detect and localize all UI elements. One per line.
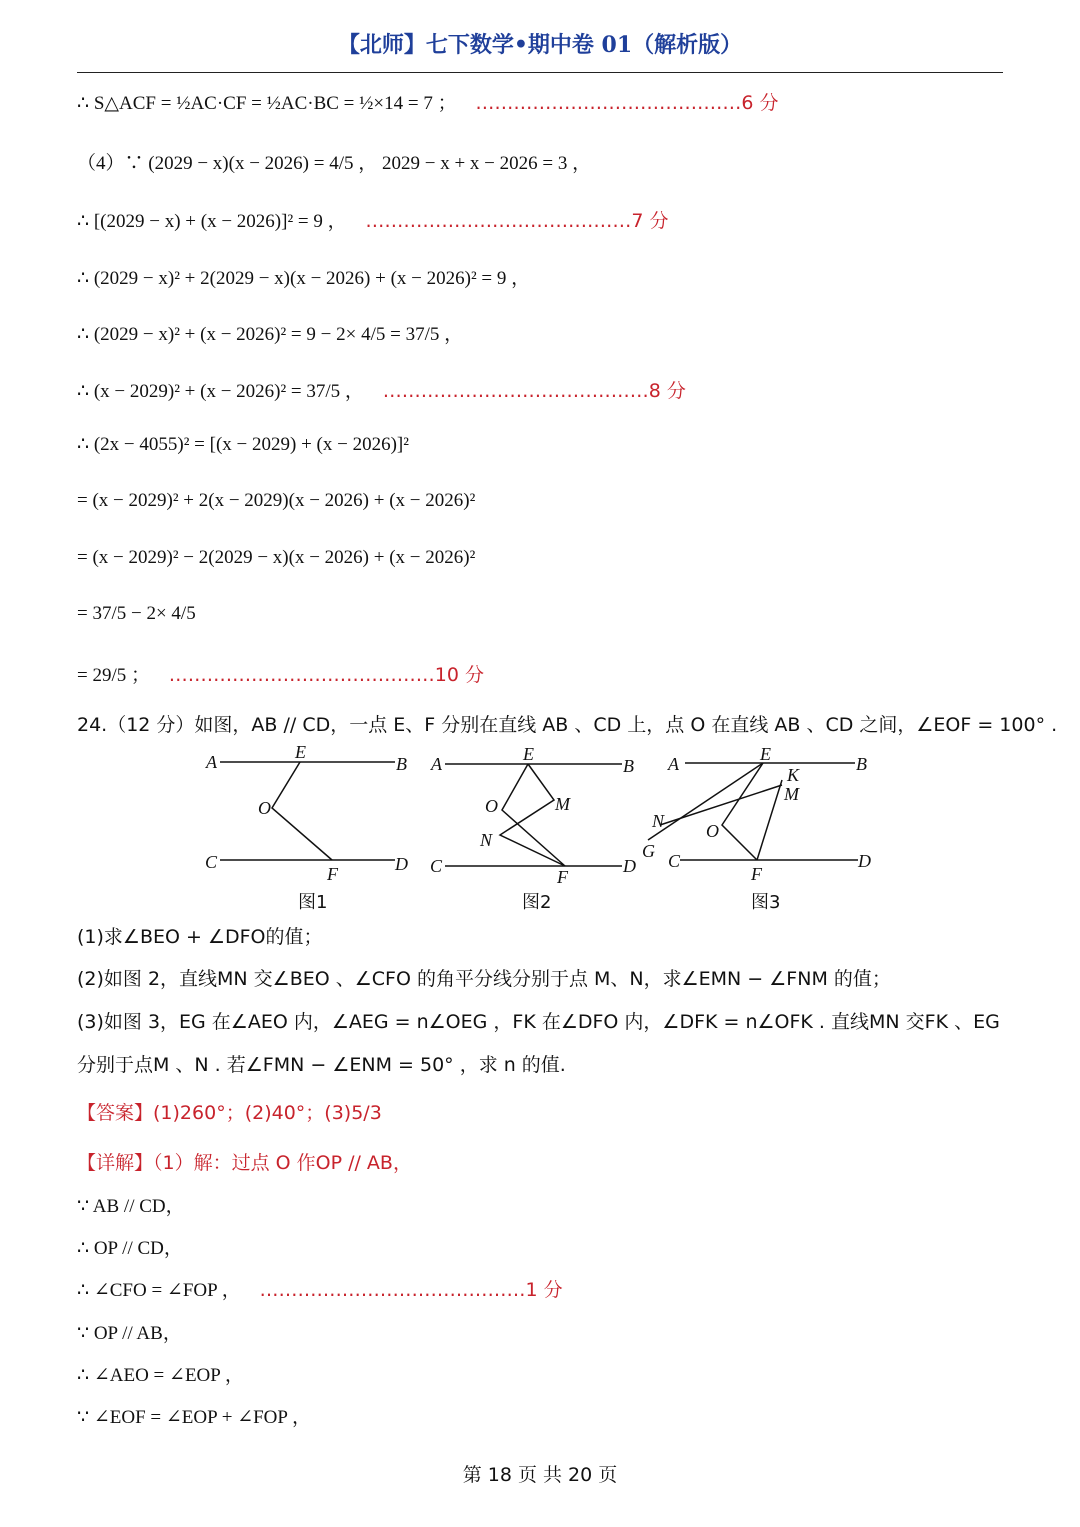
line-10-text: = 37/5 − 2× 4/5 <box>77 603 196 624</box>
fig3-E: E <box>760 744 771 764</box>
fig1-C: C <box>205 852 218 872</box>
figure-2 <box>430 744 636 887</box>
fig1-O: O <box>258 798 271 818</box>
answer-text: (1)260°；(2)40°；(3)5/3 <box>153 1102 382 1124</box>
solution-line-5 <box>77 319 463 346</box>
line-5-text: ∴ (2029 − x)² + (x − 2026)² = 9 − 2× 4/5 = 37/5 ， <box>77 324 464 345</box>
score-1: ……………………………………1 分 <box>259 1279 563 1301</box>
solution-line-1 <box>77 88 778 115</box>
line-9-text: = (x − 2029)² − 2(2029 − x)(x − 2026) + (x − 2026)² <box>77 547 476 568</box>
fig2-M: M <box>555 794 570 814</box>
solution-line-2 <box>77 148 591 175</box>
fig3-N: N <box>652 811 665 831</box>
solution-line-6 <box>77 376 686 403</box>
sub-question-1: (1)求∠BEO + ∠DFO的值； <box>77 926 323 948</box>
step-2: ∴ OP // CD， <box>77 1238 183 1259</box>
fig2-D: D <box>623 856 636 876</box>
page-footer: 第 18 页 共 20 页 <box>462 1464 618 1486</box>
step-1: ∵ AB // CD， <box>77 1196 185 1217</box>
step-4: ∵ OP // AB， <box>77 1323 182 1344</box>
sub-question-3-line-2: 分别于点M 、N . 若∠FMN − ∠ENM = 50° ，求 n 的值. <box>77 1054 566 1076</box>
step-6: ∵ ∠EOF = ∠EOP + ∠FOP ， <box>77 1407 312 1428</box>
figure-1 <box>205 742 408 884</box>
fig1-E: E <box>295 742 306 762</box>
line-3-text: ∴ [(2029 − x) + (x − 2026)]² = 9 ， <box>77 211 347 232</box>
fig3-C: C <box>668 851 681 871</box>
figure-3 <box>642 744 871 884</box>
fig3-M: M <box>784 784 799 804</box>
fig3-O: O <box>706 821 719 841</box>
fig1-F: F <box>327 864 338 884</box>
fig2-O: O <box>485 796 498 816</box>
solution-line-3 <box>77 206 669 233</box>
line-6-text: ∴ (x − 2029)² + (x − 2026)² = 37/5 ， <box>77 381 364 402</box>
line-11-text: = 29/5 ； <box>77 665 150 686</box>
answer-label: 【答案】 <box>77 1102 154 1124</box>
figure-1-caption: 图1 <box>298 892 328 913</box>
sub-question-2: (2)如图 2，直线MN 交∠BEO 、∠CFO 的角平分线分别于点 M、N，求∠EMN − ∠FNM 的值； <box>77 968 891 990</box>
score-8: ……………………………………8 分 <box>382 380 686 402</box>
fig2-A: A <box>431 754 442 774</box>
figure-2-caption: 图2 <box>522 892 552 913</box>
detail-text: （1）解：过点 O 作OP // AB， <box>153 1152 412 1174</box>
header-rule <box>77 72 1003 73</box>
score-6: ……………………………………6 分 <box>475 92 779 114</box>
fig3-B: B <box>856 754 867 774</box>
step-3-text: ∴ ∠CFO = ∠FOP ， <box>77 1280 241 1301</box>
fig2-E: E <box>523 744 534 764</box>
fig3-D: D <box>858 851 871 871</box>
fig3-G: G <box>642 841 655 861</box>
answer-line <box>77 1098 382 1125</box>
step-3 <box>77 1275 563 1302</box>
solution-line-10 <box>77 603 196 625</box>
fig2-F: F <box>557 867 568 887</box>
line-7-text: ∴ (2x − 4055)² = [(x − 2029) + (x − 2026)]² <box>77 434 409 455</box>
fig1-A: A <box>206 752 217 772</box>
fig1-B: B <box>396 754 407 774</box>
score-10: ……………………………………10 分 <box>168 664 484 686</box>
line-8-text: = (x − 2029)² + 2(x − 2029)(x − 2026) + (x − 2026)² <box>77 490 476 511</box>
detail-label: 【详解】 <box>77 1152 154 1174</box>
page-header: 【北师】七下数学•期中卷 01（解析版） <box>337 32 743 58</box>
fig2-B: B <box>623 756 634 776</box>
sub-question-3-line-1: (3)如图 3，EG 在∠AEO 内，∠AEG = n∠OEG ，FK 在∠DFO 内，∠DFK = n∠OFK . 直线MN 交FK 、EG <box>77 1011 1000 1033</box>
fig2-C: C <box>430 856 443 876</box>
detail-line <box>77 1148 412 1175</box>
figure-3-caption: 图3 <box>751 892 781 913</box>
fig3-A: A <box>668 754 679 774</box>
line-1-text: ∴ S△ACF = ½AC·CF = ½AC·BC = ½×14 = 7 ； <box>77 93 457 114</box>
solution-line-8 <box>77 490 475 512</box>
fig3-K: K <box>787 765 800 785</box>
question-24: 24.（12 分）如图，AB // CD，一点 E、F 分别在直线 AB 、CD 上，点 O 在直线 AB 、CD 之间，∠EOF = 100° . <box>77 714 1058 736</box>
score-7: ……………………………………7 分 <box>365 210 669 232</box>
solution-line-9 <box>77 547 475 569</box>
solution-line-7 <box>77 433 409 456</box>
solution-line-4 <box>77 263 530 290</box>
fig1-D: D <box>395 854 408 874</box>
fig2-N: N <box>480 830 493 850</box>
step-5: ∴ ∠AEO = ∠EOP ， <box>77 1365 244 1386</box>
fig3-F: F <box>751 864 762 884</box>
line-2-text: （4）∵ (2029 − x)(x − 2026) = 4/5 ， 2029 − x + x − 2026 = 3 ， <box>77 153 592 174</box>
line-4-text: ∴ (2029 − x)² + 2(2029 − x)(x − 2026) + (x − 2026)² = 9 ， <box>77 268 531 289</box>
solution-line-11 <box>77 660 484 687</box>
